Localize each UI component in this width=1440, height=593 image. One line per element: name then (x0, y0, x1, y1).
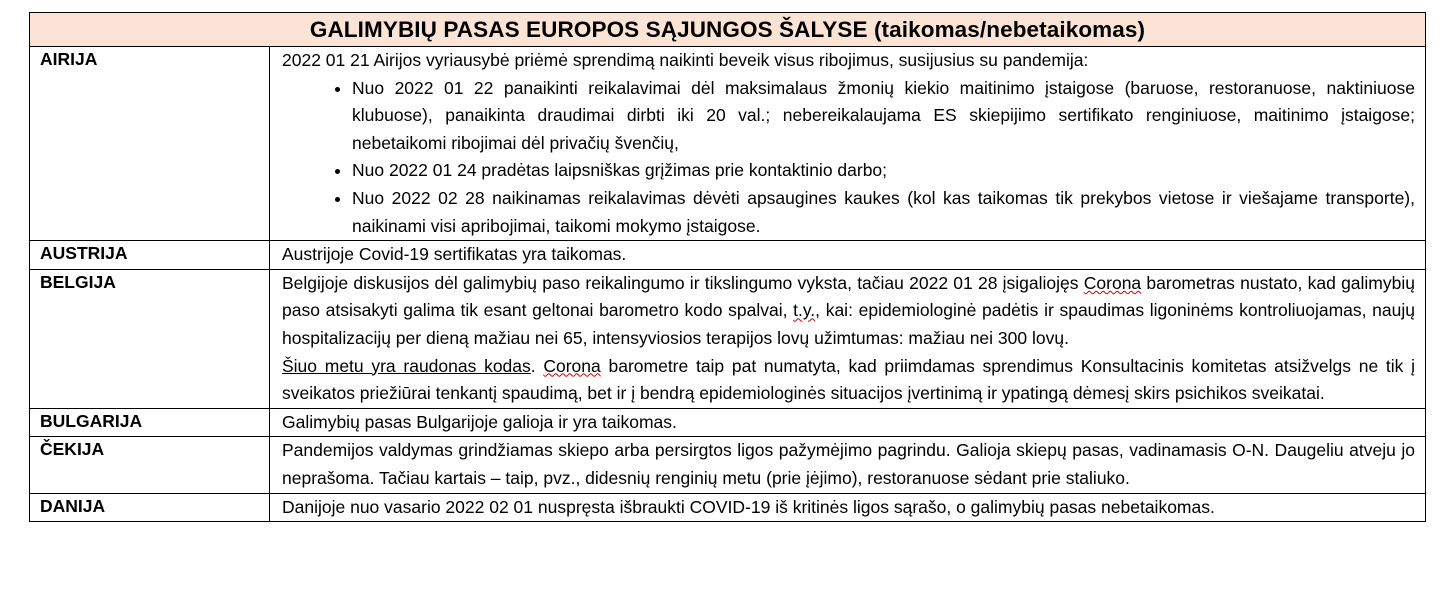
table-row (30, 437, 1426, 493)
text-run: , kai: epidemiologinė padėtis ir spaudimas ligoninėms kontroliuojamas, naujų hospitalizacijų per dieną mažiau nei 65, intensyviosios terapijos lovų užimtumas: mažiau nei 300 lovų. (282, 300, 1415, 348)
danija-content: Danijoje nuo vasario 2022 02 01 nuspręsta išbraukti COVID-19 iš kritinės ligos sąrašo, o galimybių pasas nebetaikomas. (270, 493, 1426, 522)
airija-content (270, 47, 1426, 241)
cekija-content: Pandemijos valdymas grindžiamas skiepo arba persirgtos ligos pažymėjimo pagrindu. Galioja skiepų pasas, vadinamasis O-N. Daugeliu atveju jo neprašoma. Tačiau kartais – taip, pvz., didesnių renginių metu (prie įėjimo), restoranuose sėdant prie staliuko. (270, 437, 1426, 493)
belgija-content (270, 269, 1426, 408)
list-item: • Nuo 2022 01 24 pradėtas laipsniškas grįžimas prie kontaktinio darbo; (352, 157, 1415, 185)
country-bulgarija: BULGARIJA (30, 408, 270, 437)
underlined-text: Šiuo metu yra raudonas kodas (282, 355, 531, 376)
bulgarija-content: Galimybių pasas Bulgarijoje galioja ir yra taikomas. (270, 408, 1426, 437)
airija-bullet-list (282, 75, 1415, 241)
country-airija: AIRIJA (30, 47, 270, 241)
airija-intro: 2022 01 21 Airijos vyriausybė priėmė sprendimą naikinti beveik visus ribojimus, susijusius su pandemija: (282, 50, 1089, 70)
table-row (30, 269, 1426, 408)
list-item: • Nuo 2022 02 28 naikinamas reikalavimas dėvėti apsaugines kaukes (kol kas taikomas tik prekybos vietose ir viešajame transporte), naikinami visi apribojimai, taikomi mokymo įstaigose. (352, 185, 1415, 240)
spellcheck-word: t.y. (793, 300, 816, 321)
country-cekija: ČEKIJA (30, 437, 270, 493)
belgija-paragraph-1 (282, 270, 1415, 353)
table-row (30, 47, 1426, 241)
table-row (30, 493, 1426, 522)
text-run: barometre taip pat numatyta, kad priimdamas sprendimus Konsultacinis komitetas atsižvelgs ne tik į sveikatos priežiūrai tenkantį spaudimą, bet ir į bendrą epidemiologinės situacijos įvertinimą ir ypatingą dėmesį skirs psichikos sveikatai. (282, 355, 1415, 404)
belgija-paragraph-2 (282, 353, 1415, 408)
eu-pass-table (29, 12, 1426, 522)
austrija-content: Austrijoje Covid-19 sertifikatas yra taikomas. (270, 241, 1426, 270)
country-belgija: BELGIJA (30, 269, 270, 408)
list-item: • Nuo 2022 01 22 panaikinti reikalavimai dėl maksimalaus žmonių kiekio maitinimo įstaigose (baruose, restoranuose, naktiniuose klubuose), panaikinta draudimai dirbti iki 20 val.; nebereikalaujama ES skiepijimo sertifikato renginiuose, maitinimo įstaigose; nebetaikomi ribojimai dėl privačių švenčių, (352, 75, 1415, 158)
table-row (30, 241, 1426, 270)
text-run: . (530, 355, 544, 376)
text-run: barometras nustato, kad galimybių paso atsisakyti galima tik esant geltonai barometro kodo spalvai, (282, 272, 1415, 321)
country-danija: DANIJA (30, 493, 270, 522)
table-row (30, 408, 1426, 437)
text-run: Belgijoje diskusijos dėl galimybių paso reikalingumo ir tikslingumo vyksta, tačiau 2022 01 28 įsigaliojęs (282, 272, 1084, 293)
spellcheck-word: Corona (543, 355, 601, 376)
country-austrija: AUSTRIJA (30, 241, 270, 270)
table-title: GALIMYBIŲ PASAS EUROPOS SĄJUNGOS ŠALYSE (taikomas/nebetaikomas) (30, 13, 1426, 47)
spellcheck-word: Corona (1083, 272, 1142, 293)
table-header-row (30, 13, 1426, 47)
